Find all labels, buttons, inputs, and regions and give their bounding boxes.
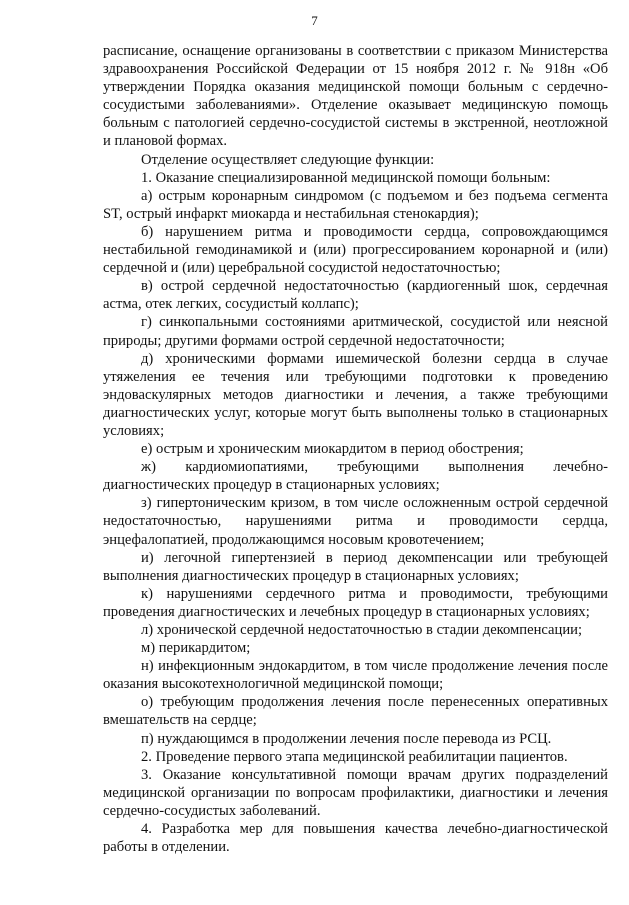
paragraph: 4. Разработка мер для повышения качества лечебно-диагностической работы в отделении. (103, 821, 608, 856)
paragraph: н) инфекционным эндокардитом, в том числе продолжение лечения после оказания высокотехнологичной медицинской помощи; (103, 658, 608, 693)
paragraph: расписание, оснащение организованы в соответствии с приказом Министерства здравоохранения Российской Федерации от 15 ноября 2012 г. № 918н «Об утверждении Порядка оказания медицинской помощи больным с сердечно-сосудистыми заболеваниями». Отделение оказывает медицинскую помощь больным с патологией сердечно-сосудистой системы в экстренной, неотложной и плановой формах. (103, 43, 608, 150)
paragraph: Отделение осуществляет следующие функции: (141, 151, 435, 168)
paragraph: и) легочной гипертензией в период декомпенсации или требующей выполнения диагностических процедур в стационарных условиях; (103, 549, 608, 584)
paragraph: а) острым коронарным синдромом (с подъемом и без подъема сегмента ST, острый инфаркт миокарда и нестабильная стенокардия); (103, 187, 608, 222)
paragraph: м) перикардитом; (141, 640, 251, 657)
paragraph: г) синкопальными состояниями аритмической, сосудистой или неясной природы; другими формами острой сердечной недостаточности; (103, 314, 608, 349)
paragraph: о) требующим продолжения лечения после перенесенных оперативных вмешательств на сердце; (103, 694, 608, 729)
paragraph: п) нуждающимся в продолжении лечения после перевода из РСЦ. (141, 730, 552, 747)
paragraph: к) нарушениями сердечного ритма и проводимости, требующими проведения диагностических и лечебных процедур в стационарных условиях; (103, 585, 608, 620)
paragraph: е) острым и хроническим миокардитом в период обострения; (141, 441, 524, 458)
paragraph: д) хроническими формами ишемической болезни сердца в случае утяжеления ее течения или требующими подготовки к проведению эндоваскулярных методов диагностики и лечения, а также требующими диагностических услуг, которые могут быть выполнены только в стационарных условиях; (103, 350, 608, 439)
paragraph: 2. Проведение первого этапа медицинской реабилитации пациентов. (141, 748, 568, 765)
document-body (103, 42, 608, 856)
paragraph: л) хронической сердечной недостаточностью в стадии декомпенсации; (141, 622, 582, 638)
paragraph: в) острой сердечной недостаточностью (кардиогенный шок, сердечная астма, отек легких, сосудистый коллапс); (103, 278, 608, 313)
paragraph: ж) кардиомиопатиями, требующими выполнения лечебно-диагностических процедур в стационарных условиях; (103, 459, 608, 494)
page-number: 7 (311, 13, 318, 28)
paragraph: 3. Оказание консультативной помощи врачам других подразделений медицинской организации по вопросам профилактики, диагностики и лечения сердечно-сосудистых заболеваний. (103, 766, 608, 819)
paragraph: 1. Оказание специализированной медицинской помощи больным: (141, 169, 551, 186)
paragraph: з) гипертоническим кризом, в том числе осложненным острой сердечной недостаточностью, нарушениями ритма и проводимости сердца, энцефалопатией, продолжающимся носовым кровотечением; (103, 495, 608, 548)
paragraph: б) нарушением ритма и проводимости сердца, сопровождающимся нестабильной гемодинамикой и (или) прогрессированием коронарной и (или) сердечной и (или) церебральной сосудистой недостаточностью; (103, 223, 608, 277)
